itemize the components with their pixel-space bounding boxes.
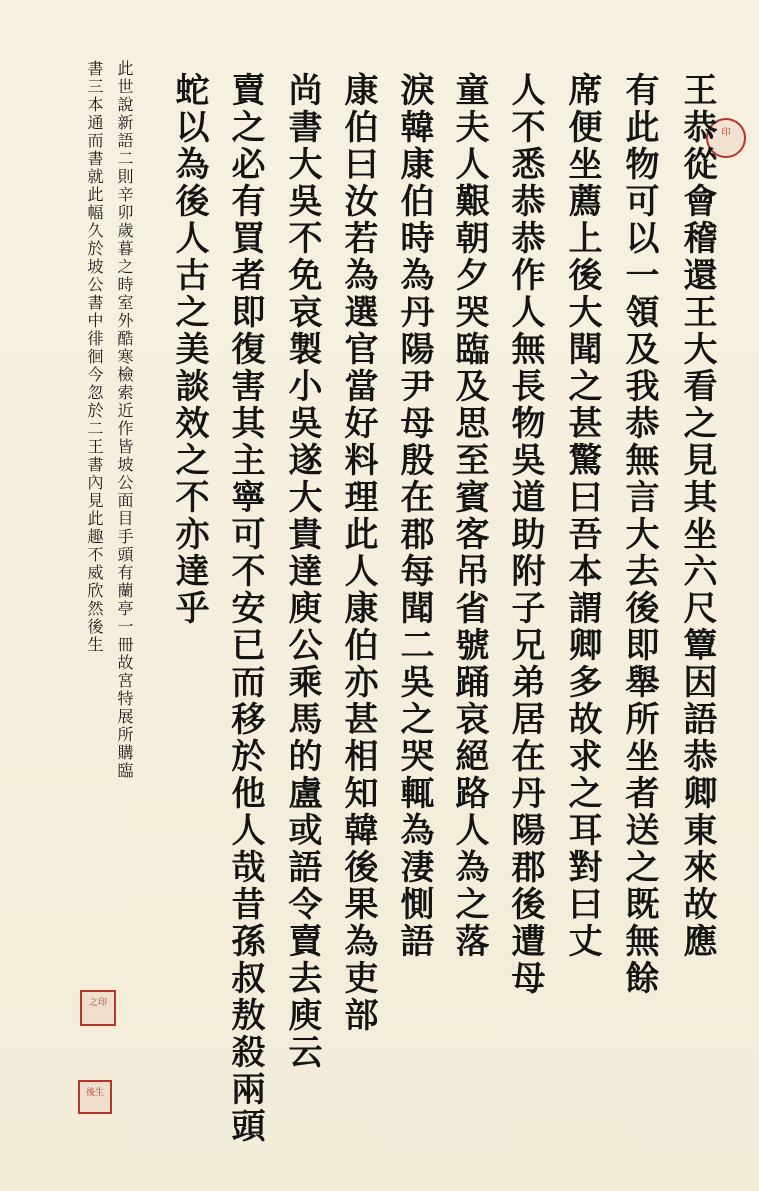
- red-seal-stamp-square-2: [78, 1080, 112, 1114]
- seal-text: 之印: [88, 998, 107, 1008]
- main-text-column-6: 淚韓康伯時為丹陽尹母殷在郡每聞二吳之哭輒為淒惻語: [394, 72, 434, 960]
- seal-text: 後生: [85, 1088, 104, 1098]
- main-text-column-1: 王恭從會稽還王大看之見其坐六尺簟因語恭卿東來故應: [677, 72, 717, 960]
- main-text-column-5: 童夫人艱朝夕哭臨及思至賓客吊省號踊哀絕路人為之落: [449, 72, 489, 960]
- red-seal-stamp-square: [80, 990, 116, 1026]
- colophon-line-2: 書三本通而書就此幅久於坡公書中徘徊今忽於二王書內見此趣不威欣然後生: [85, 60, 104, 654]
- seal-text: 印: [721, 128, 731, 138]
- colophon-line-1: 此世說新語二則辛卯歲暮之時室外酷寒檢索近作皆坡公面目手頭有蘭亭一冊故宮特展所購臨: [115, 60, 134, 780]
- main-text-column-3: 席便坐薦上後大聞之甚驚曰吾本謂卿多故求之耳對曰丈: [562, 72, 602, 960]
- main-text-column-9: 賣之必有買者即復害其主寧可不安已而移於他人哉昔孫叔敖殺兩頭: [225, 72, 265, 1145]
- main-text-column-4: 人不悉恭恭作人無長物吳道助附子兄弟居在丹陽郡後遭母: [505, 72, 545, 997]
- main-text-column-10: 蛇以為後人古之美談效之不亦達乎: [169, 72, 209, 627]
- main-text-column-8: 尚書大吳不免哀製小吳遂大貴達庾公乘馬的盧或語令賣去庾云: [282, 72, 322, 1071]
- main-text-column-7: 康伯曰汝若為選官當好料理此人康伯亦甚相知韓後果為吏部: [338, 72, 378, 1034]
- main-text-column-2: 有此物可以一領及我恭無言大去後即舉所坐者送之既無餘: [619, 72, 659, 997]
